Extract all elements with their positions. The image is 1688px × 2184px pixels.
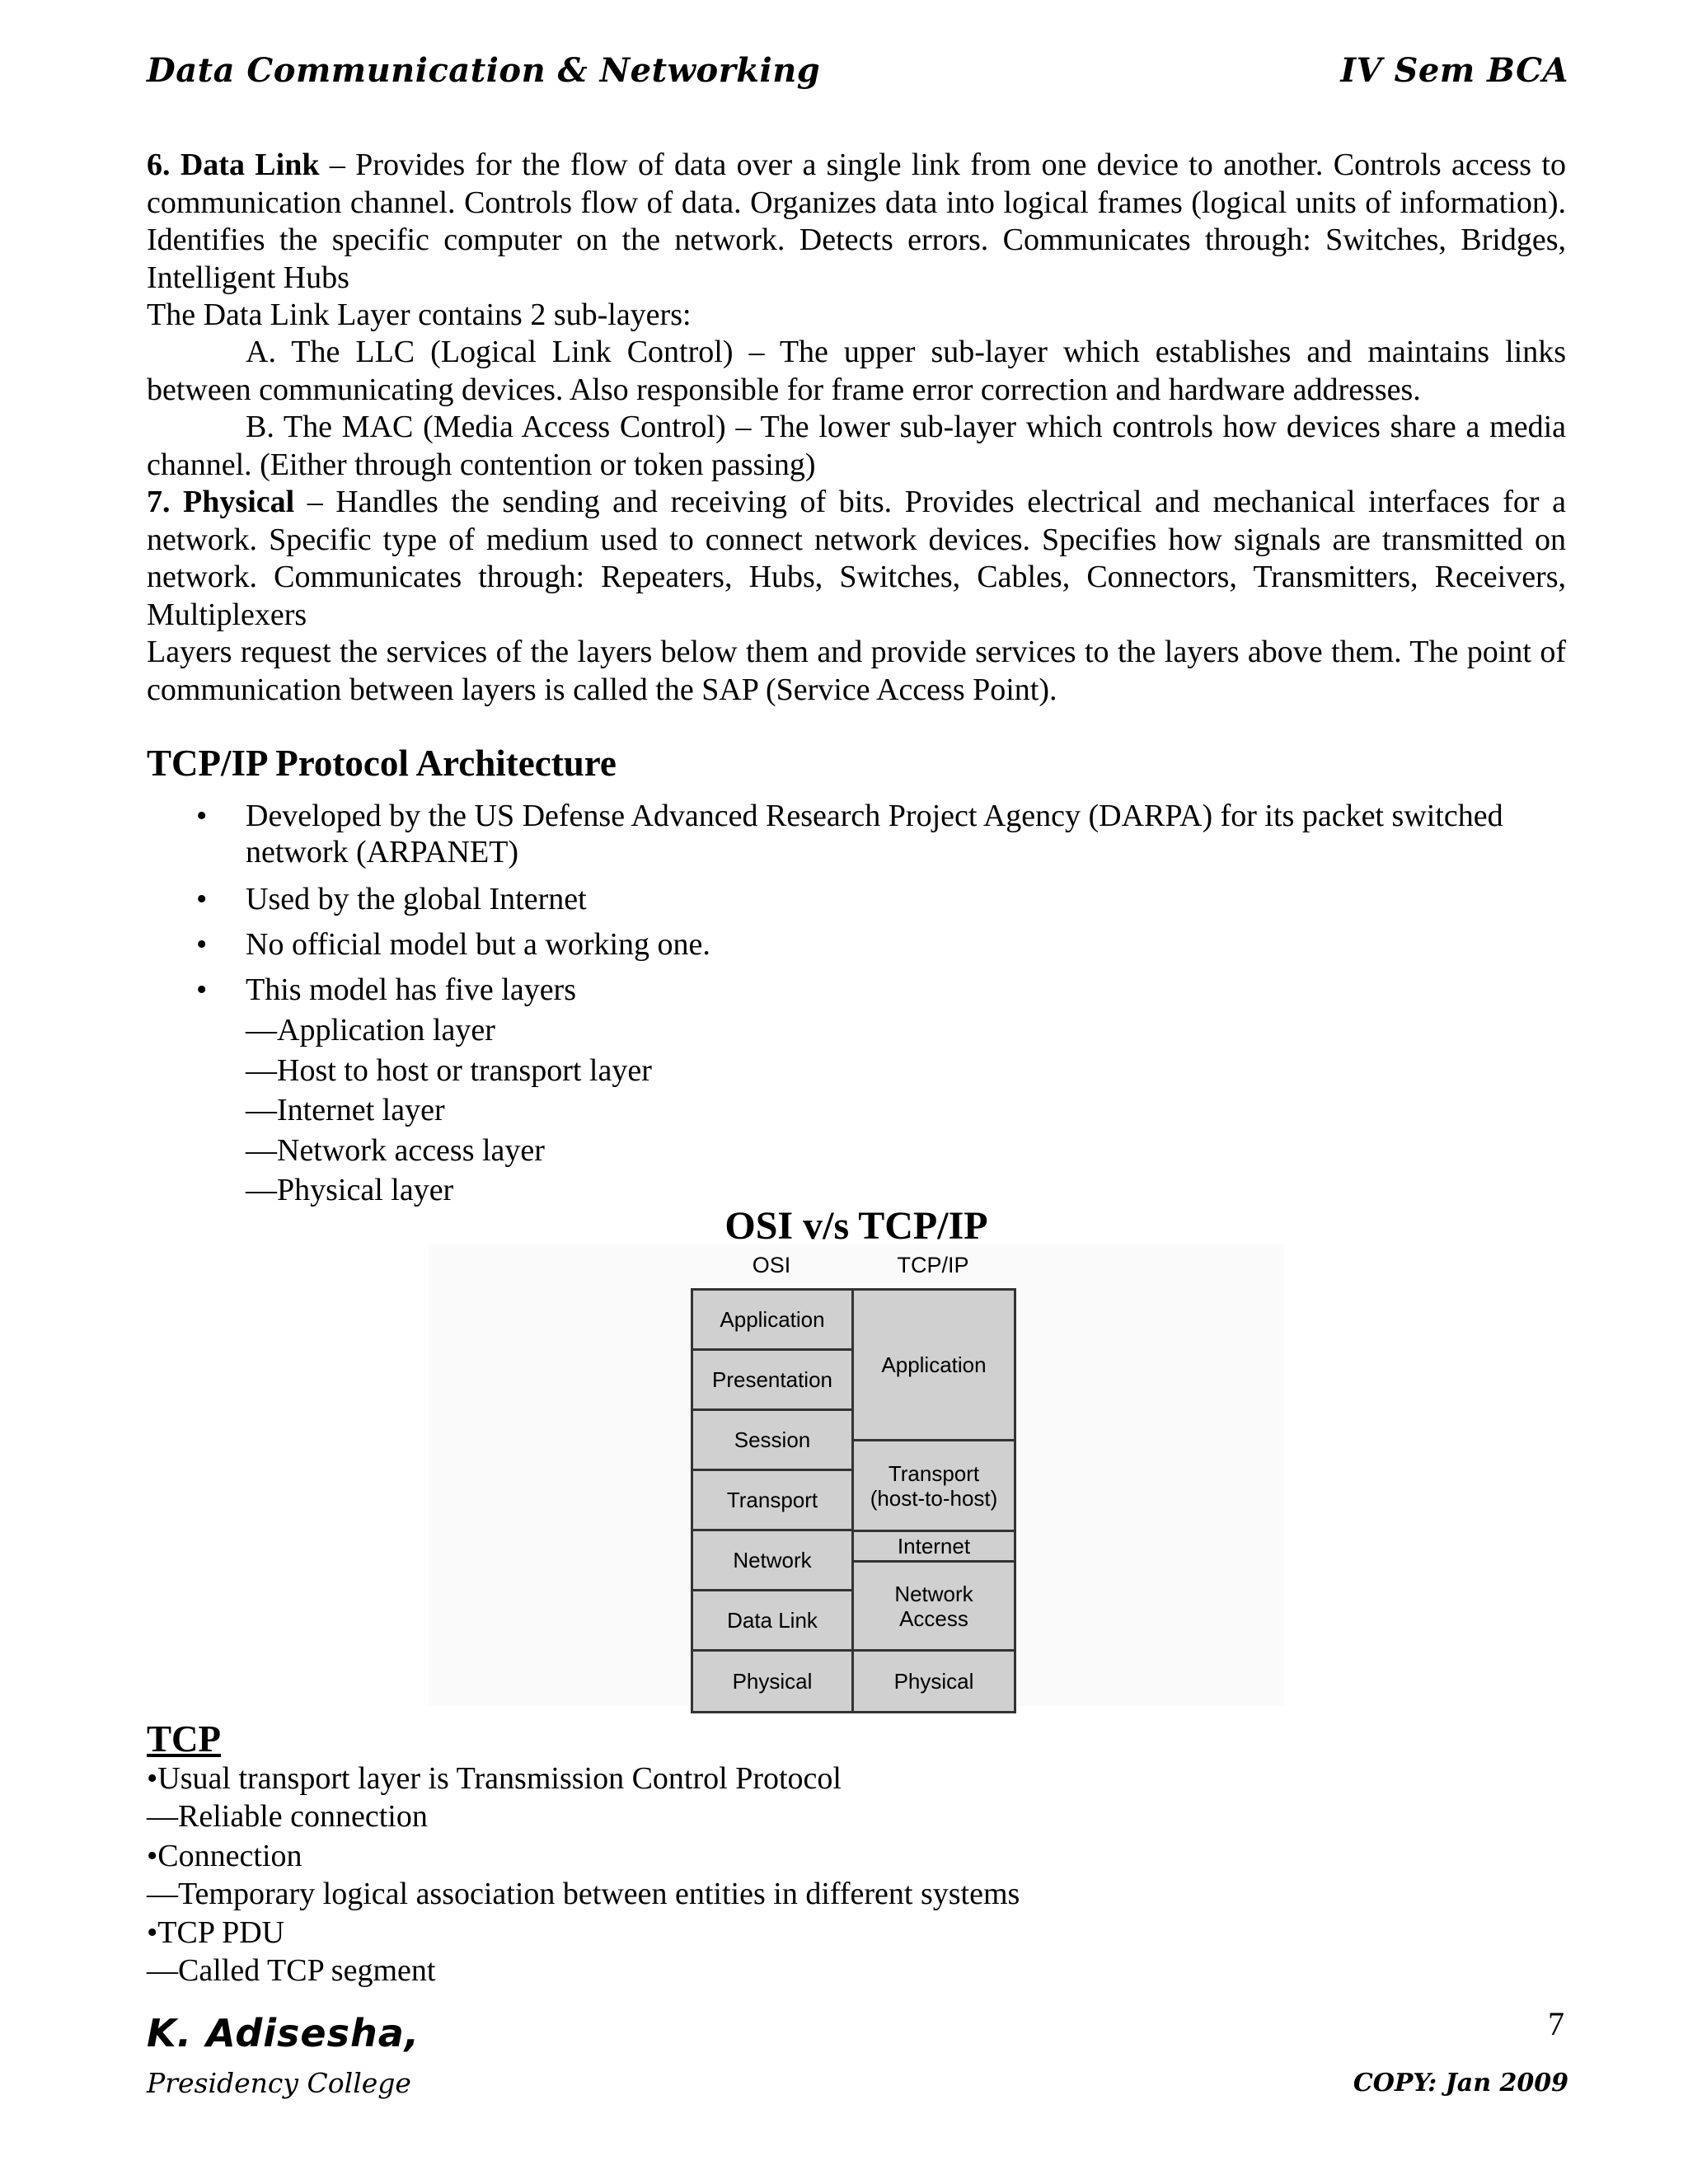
tcp-line: —Reliable connection [147, 1799, 428, 1834]
tcp-heading: TCP [147, 1718, 221, 1760]
llc-paragraph: A. The LLC (Logical Link Control) – The upper sub-layer which establishes and maintains links between communicating devices. Also responsible for frame error correction and hardware addresses. [147, 335, 1566, 407]
footer-copy-date: COPY: Jan 2009 [1353, 2069, 1568, 2097]
bullet-item: Used by the global Internet [246, 882, 587, 916]
tcpip-layer-physical: Physical [851, 1649, 1016, 1713]
bullet-dot: • [196, 927, 208, 962]
bullet-dot: • [196, 799, 208, 833]
osi-layer-presentation: Presentation [691, 1348, 854, 1411]
osi-layer-application: Application [691, 1288, 854, 1351]
bullet-item: Developed by the US Defense Advanced Research Project Agency (DARPA) for its packet switched network (ARPANET) [246, 799, 1503, 869]
osi-layer-session: Session [691, 1408, 854, 1471]
tcpip-layer-internet: Internet [851, 1530, 1016, 1563]
layer-item: —Physical layer [246, 1173, 454, 1207]
physical-text: – Handles the sending and receiving of bits. Provides electrical and mechanical interfaces for a network. Specific type of medium used to connect network devices. Specifies how signals are transmitted on network. Communicates through: Repeaters, Hubs, Switches, Cables, Connectors, Transmitters, Receivers, Multiplexers [147, 485, 1566, 632]
bullet-item: This model has five layers [246, 972, 577, 1007]
bullet-dot: • [196, 972, 208, 1007]
header-semester: IV Sem BCA [1340, 51, 1568, 90]
layer-item: —Application layer [246, 1013, 495, 1047]
tcpip-column-header: TCP/IP [897, 1253, 969, 1277]
layer-item: —Host to host or transport layer [246, 1053, 652, 1088]
data-link-title: 6. Data Link [147, 148, 320, 182]
physical-paragraph [147, 484, 1566, 634]
sublayers-intro: The Data Link Layer contains 2 sub-layers: [147, 298, 692, 332]
tcp-line: —Called TCP segment [147, 1953, 436, 1988]
mac-paragraph: B. The MAC (Media Access Control) – The lower sub-layer which controls how devices share a media channel. (Either through contention or token passing) [147, 410, 1566, 482]
osi-layer-physical: Physical [691, 1649, 854, 1713]
page-number: 7 [1548, 2005, 1564, 2042]
data-link-paragraph [147, 147, 1566, 297]
osi-layer-transport: Transport [691, 1469, 854, 1531]
footer-college: Presidency College [147, 2067, 411, 2099]
footer-author: K. Adisesha, [147, 2011, 420, 2055]
tcpip-layer-transport: Transport (host-to-host) [851, 1439, 1016, 1532]
bullet-dot: • [196, 882, 208, 916]
layers-note: Layers request the services of the layers below them and provide services to the layers above them. The point of communication between layers is called the SAP (Service Access Point). [147, 635, 1566, 707]
physical-title: 7. Physical [147, 485, 295, 519]
tcp-line: —Temporary logical association between entities in different systems [147, 1877, 1020, 1911]
tcpip-layer-network-access: Network Access [851, 1560, 1016, 1652]
osi-layer-data-link: Data Link [691, 1589, 854, 1652]
data-link-text: – Provides for the flow of data over a single link from one device to another. Controls access to communication channel. Controls flow of data. Organizes data into logical frames (logical units of information). Identifies the specific computer on the network. Detects errors. Communicates through: Switches, Bridges, Intelligent Hubs [147, 148, 1566, 295]
layer-item: —Internet layer [246, 1093, 445, 1127]
layer-item: —Network access layer [246, 1133, 545, 1168]
tcp-line: •Usual transport layer is Transmission Control Protocol [147, 1761, 842, 1796]
header-title: Data Communication & Networking [147, 51, 821, 90]
osi-layer-network: Network [691, 1529, 854, 1591]
tcp-line: •Connection [147, 1839, 302, 1873]
tcpip-heading: TCP/IP Protocol Architecture [147, 743, 617, 784]
osi-column-header: OSI [752, 1253, 791, 1277]
tcp-line: •TCP PDU [147, 1915, 285, 1950]
tcpip-layer-application: Application [851, 1288, 1016, 1441]
bullet-item: No official model but a working one. [246, 927, 710, 962]
diagram-title: OSI v/s TCP/IP [724, 1204, 988, 1248]
